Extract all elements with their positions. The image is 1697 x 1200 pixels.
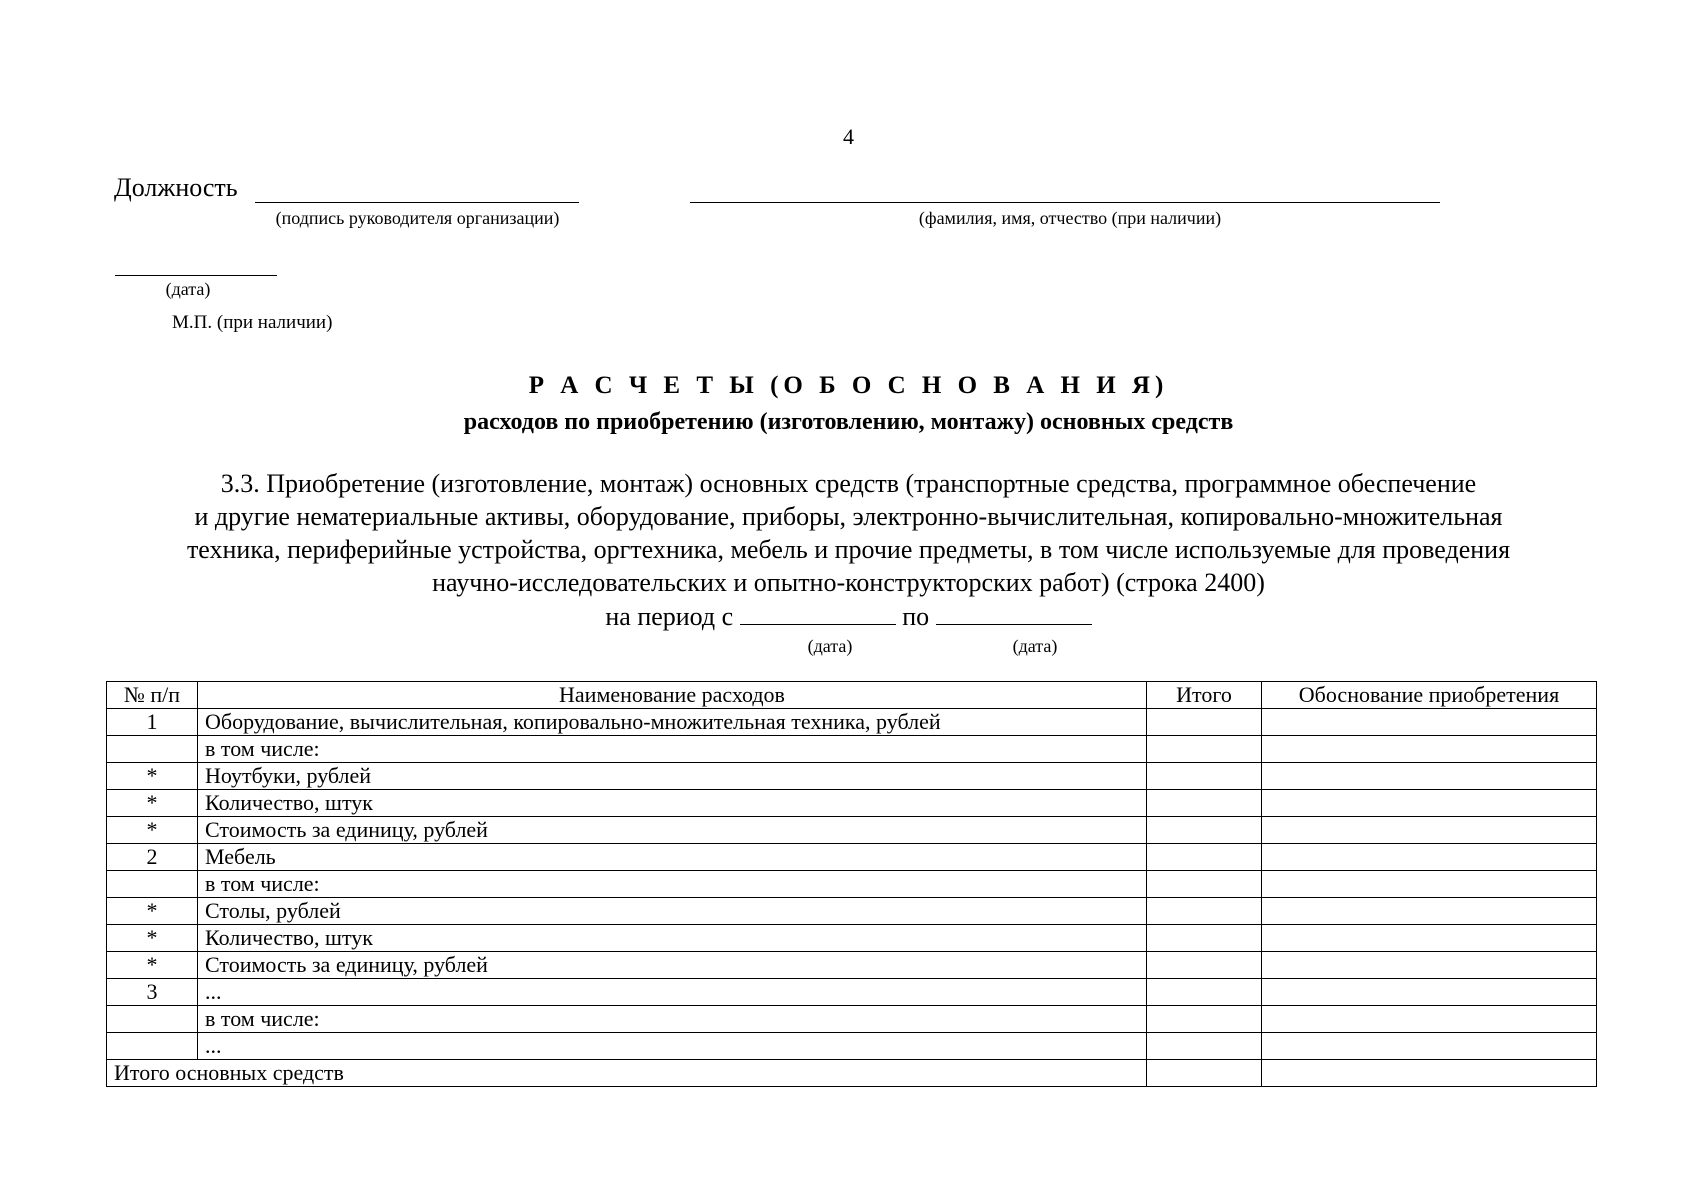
row-name: Мебель [198, 844, 1147, 871]
header-number: № п/п [107, 682, 198, 709]
total-cell[interactable] [1147, 952, 1262, 979]
table-row [107, 736, 1597, 763]
page-number: 4 [843, 124, 854, 149]
total-cell[interactable] [1147, 817, 1262, 844]
document-title: Р А С Ч Е Т Ы (О Б О С Н О В А Н И Я) [528, 372, 1169, 399]
stamp-label: М.П. (при наличии) [172, 312, 333, 333]
period-to-blank [936, 602, 1092, 625]
basis-cell[interactable] [1262, 952, 1597, 979]
row-number: * [107, 817, 198, 844]
header-basis: Обоснование приобретения [1262, 682, 1597, 709]
table-row [107, 709, 1597, 736]
basis-cell[interactable] [1262, 1033, 1597, 1060]
row-name: в том числе: [198, 1006, 1147, 1033]
table-row [107, 979, 1597, 1006]
expenses-table [106, 681, 1597, 1087]
signature-hint: (подпись руководителя организации) [275, 208, 560, 228]
row-number: * [107, 925, 198, 952]
row-number: * [107, 898, 198, 925]
total-cell[interactable] [1147, 925, 1262, 952]
row-name: Ноутбуки, рублей [198, 763, 1147, 790]
total-cell[interactable] [1147, 1006, 1262, 1033]
basis-cell[interactable] [1262, 844, 1597, 871]
description-line: и другие нематериальные активы, оборудование, приборы, электронно-вычислительная, копировально-множительная [194, 502, 1503, 531]
row-name: в том числе: [198, 871, 1147, 898]
description-line: научно-исследовательских и опытно-конструкторских работ) (строка 2400) [432, 568, 1265, 597]
period-from-hint: (дата) [807, 636, 853, 656]
basis-cell[interactable] [1262, 871, 1597, 898]
basis-cell[interactable] [1262, 1060, 1597, 1087]
basis-cell[interactable] [1262, 709, 1597, 736]
row-number: * [107, 952, 198, 979]
description-line: техника, периферийные устройства, оргтехника, мебель и прочие предметы, в том числе используемые для проведения [186, 535, 1511, 564]
period-prefix: на период с [605, 602, 734, 631]
total-cell[interactable] [1147, 736, 1262, 763]
basis-cell[interactable] [1262, 790, 1597, 817]
row-number [107, 871, 198, 898]
row-number: * [107, 763, 198, 790]
table-row [107, 844, 1597, 871]
row-number: 3 [107, 979, 198, 1006]
header-total: Итого [1147, 682, 1262, 709]
period-line [0, 602, 1697, 632]
row-name: Столы, рублей [198, 898, 1147, 925]
total-cell[interactable] [1147, 790, 1262, 817]
row-name: Количество, штук [198, 925, 1147, 952]
row-number: 2 [107, 844, 198, 871]
basis-cell[interactable] [1262, 817, 1597, 844]
position-label: Должность [114, 173, 238, 202]
row-number [107, 1006, 198, 1033]
period-middle: по [902, 602, 930, 631]
row-name: ... [198, 1033, 1147, 1060]
table-row [107, 790, 1597, 817]
period-to-hint: (дата) [1012, 636, 1058, 656]
table-total-row [107, 1060, 1597, 1087]
table-row [107, 763, 1597, 790]
row-name: в том числе: [198, 736, 1147, 763]
basis-cell[interactable] [1262, 925, 1597, 952]
description-line: 3.3. Приобретение (изготовление, монтаж) основных средств (транспортные средства, программное обеспечение [220, 469, 1477, 498]
total-cell[interactable] [1147, 763, 1262, 790]
full-name-hint: (фамилия, имя, отчество (при наличии) [918, 208, 1222, 228]
date-line [115, 275, 277, 276]
header-name: Наименование расходов [198, 682, 1147, 709]
row-name: Количество, штук [198, 790, 1147, 817]
row-name: Стоимость за единицу, рублей [198, 817, 1147, 844]
total-cell[interactable] [1147, 1060, 1262, 1087]
table-row [107, 1033, 1597, 1060]
total-label: Итого основных средств [107, 1060, 1147, 1087]
section-description [110, 467, 1587, 599]
total-cell[interactable] [1147, 979, 1262, 1006]
total-cell[interactable] [1147, 871, 1262, 898]
row-name: Стоимость за единицу, рублей [198, 952, 1147, 979]
table-row [107, 817, 1597, 844]
basis-cell[interactable] [1262, 1006, 1597, 1033]
table-row [107, 871, 1597, 898]
total-cell[interactable] [1147, 844, 1262, 871]
full-name-line [690, 202, 1440, 203]
period-from-blank [740, 602, 896, 625]
table-row [107, 898, 1597, 925]
table-row [107, 1006, 1597, 1033]
total-cell[interactable] [1147, 898, 1262, 925]
row-number: * [107, 790, 198, 817]
basis-cell[interactable] [1262, 898, 1597, 925]
document-subtitle: расходов по приобретению (изготовлению, монтажу) основных средств [463, 409, 1234, 435]
basis-cell[interactable] [1262, 763, 1597, 790]
date-hint: (дата) [165, 279, 211, 299]
row-number [107, 736, 198, 763]
row-name: Оборудование, вычислительная, копировально-множительная техника, рублей [198, 709, 1147, 736]
row-name: ... [198, 979, 1147, 1006]
table-row [107, 925, 1597, 952]
row-number [107, 1033, 198, 1060]
basis-cell[interactable] [1262, 736, 1597, 763]
row-number: 1 [107, 709, 198, 736]
total-cell[interactable] [1147, 709, 1262, 736]
basis-cell[interactable] [1262, 979, 1597, 1006]
table-row [107, 952, 1597, 979]
table-header-row [107, 682, 1597, 709]
signature-line [255, 202, 579, 203]
total-cell[interactable] [1147, 1033, 1262, 1060]
